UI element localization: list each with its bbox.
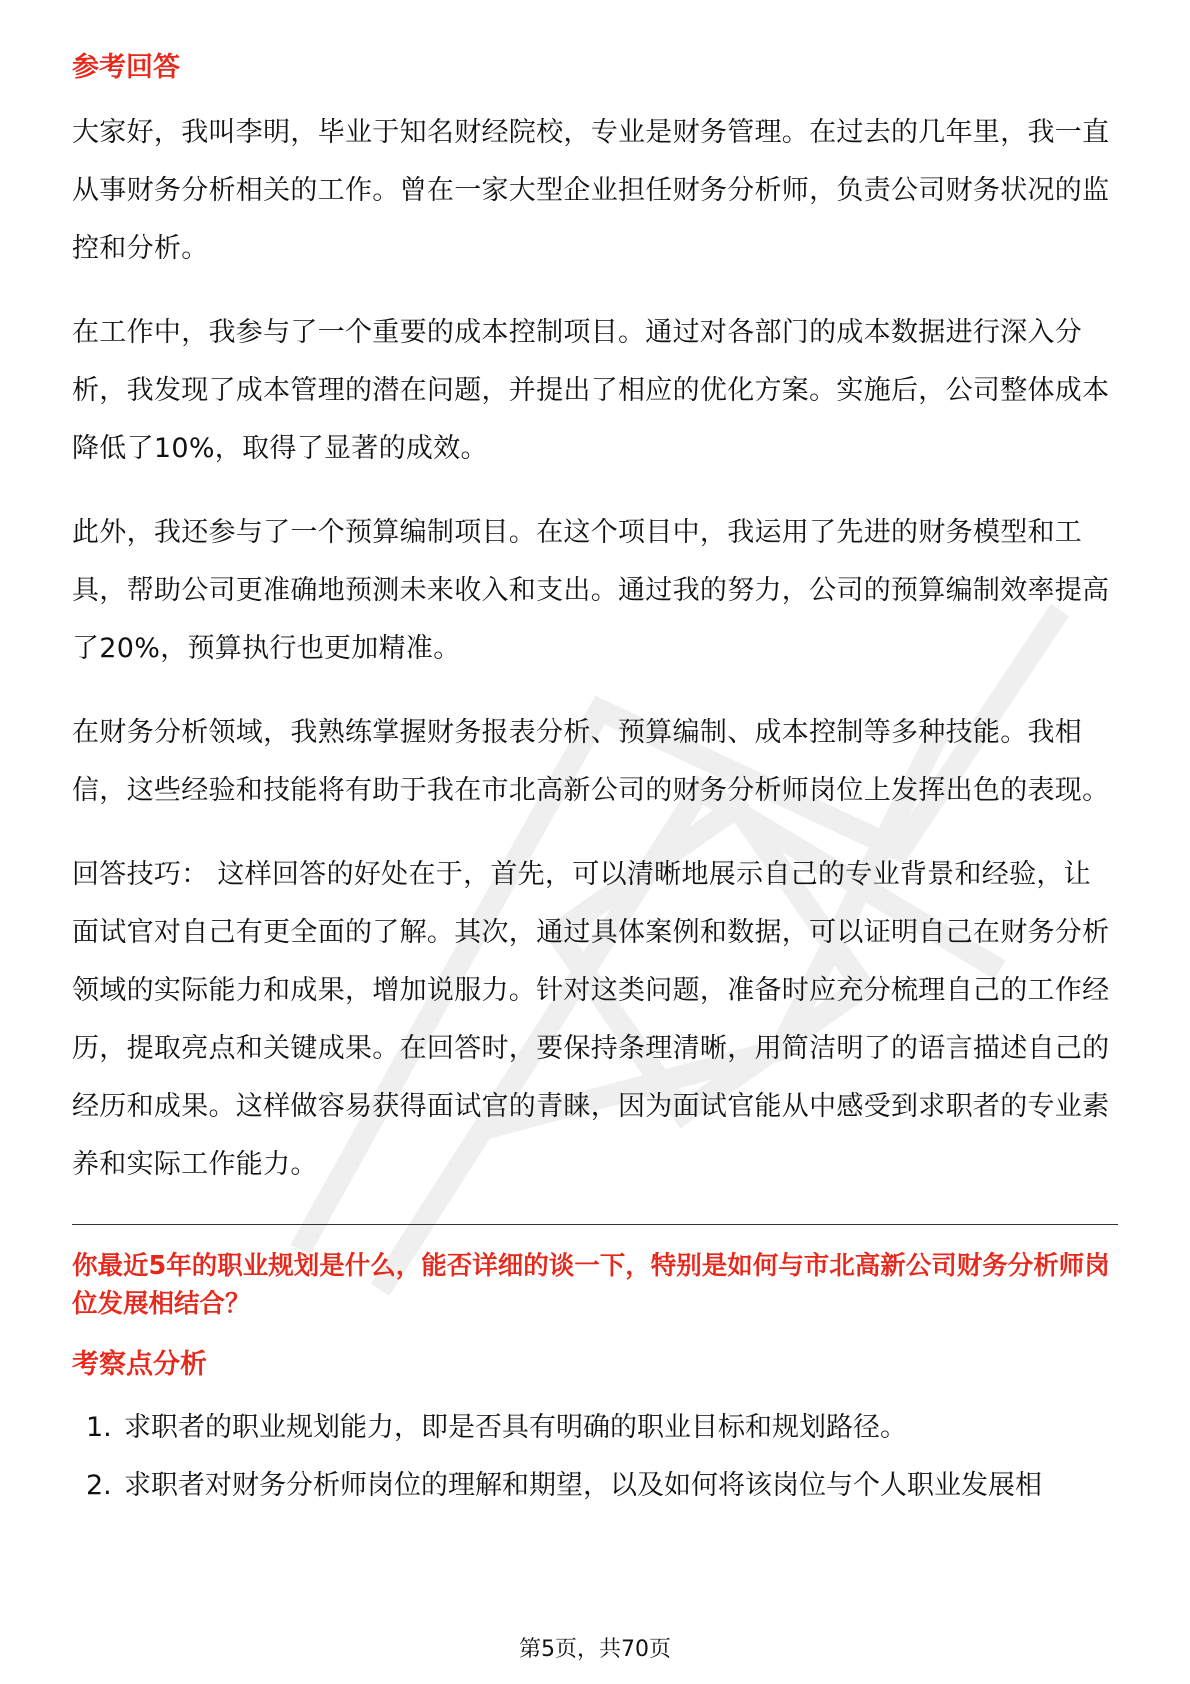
- answer-paragraph: 此外，我还参与了一个预算编制项目。在这个项目中，我运用了先进的财务模型和工具，帮助公司更准确地预测未来收入和支出。通过我的努力，公司的预算编制效率提高了20%，预算执行也更加精准。: [72, 517, 1110, 664]
- answer-paragraph: 大家好，我叫李明，毕业于知名财经院校，专业是财务管理。在过去的几年里，我一直从事财务分析相关的工作。曾在一家大型企业担任财务分析师，负责公司财务状况的监控和分析。: [72, 117, 1110, 264]
- analysis-heading: 考察点分析: [72, 1349, 207, 1380]
- answer-paragraph: 在财务分析领域，我熟练掌握财务报表分析、预算编制、成本控制等多种技能。我相信，这些经验和技能将有助于我在市北高新公司的财务分析师岗位上发挥出色的表现。: [72, 717, 1110, 806]
- answer-heading: 参考回答: [72, 52, 180, 83]
- interview-question: 你最近5年的职业规划是什么，能否详细的谈一下，特别是如何与市北高新公司财务分析师岗位发展相结合？: [72, 1251, 1110, 1319]
- page-number-footer: 第5页，共70页: [519, 1637, 671, 1662]
- page-content: [72, 50, 1118, 1515]
- list-item-number: 2.: [86, 1470, 112, 1501]
- answer-paragraph: 在工作中，我参与了一个重要的成本控制项目。通过对各部门的成本数据进行深入分析，我发现了成本管理的潜在问题，并提出了相应的优化方案。实施后，公司整体成本降低了10%，取得了显著的成效。: [72, 317, 1110, 464]
- list-item: [72, 1457, 1118, 1515]
- analysis-list: [72, 1399, 1118, 1515]
- list-item-number: 1.: [86, 1412, 112, 1443]
- answer-tips-paragraph: 回答技巧： 这样回答的好处在于，首先，可以清晰地展示自己的专业背景和经验，让面试官对自己有更全面的了解。其次，通过具体案例和数据，可以证明自己在财务分析领域的实际能力和成果，增加说服力。针对这类问题，准备时应充分梳理自己的工作经历，提取亮点和关键成果。在回答时，要保持条理清晰，用简洁明了的语言描述自己的经历和成果。这样做容易获得面试官的青睐，因为面试官能从中感受到求职者的专业素养和实际工作能力。: [72, 859, 1110, 1180]
- list-item-text: 求职者的职业规划能力，即是否具有明确的职业目标和规划路径。: [124, 1412, 907, 1443]
- list-item: [72, 1399, 1118, 1457]
- list-item-text: 求职者对财务分析师岗位的理解和期望，以及如何将该岗位与个人职业发展相: [124, 1470, 1042, 1501]
